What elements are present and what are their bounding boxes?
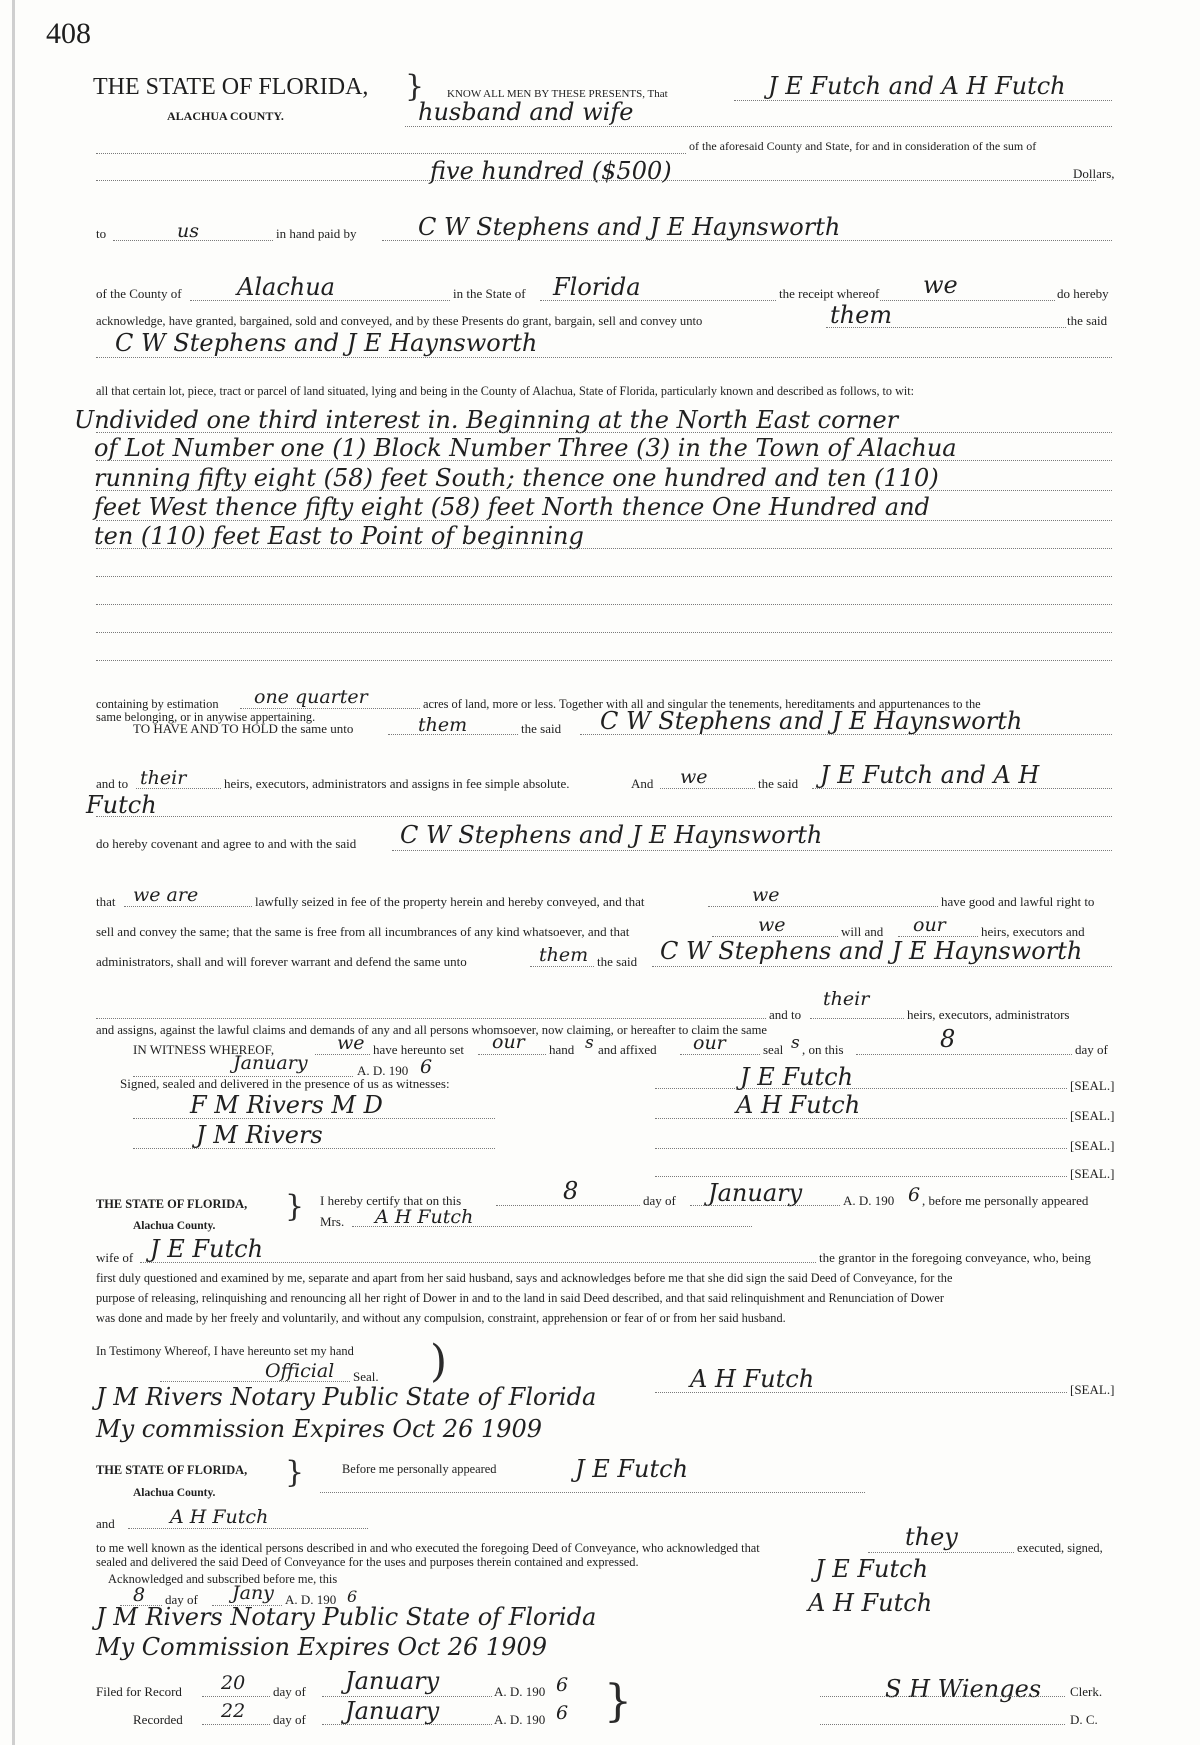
seal-2: [SEAL.]	[1070, 1108, 1115, 1123]
ack1-p1: first duly questioned and examined by me, separate and apart from her said husband, says and acknowledges before me that she did sign the said Deed of Conveyance, for the	[96, 1271, 953, 1285]
line	[202, 1724, 270, 1725]
ack2-day-of: day of	[165, 1592, 198, 1607]
line	[655, 1176, 1067, 1177]
state-handwritten: Florida	[553, 273, 641, 301]
admin-grantees-handwritten: C W Stephens and J E Haynsworth	[660, 937, 1083, 965]
grantees-handwritten: C W Stephens and J E Haynsworth	[418, 213, 841, 241]
ack1-mrs-handwritten: A H Futch	[375, 1206, 474, 1228]
line	[96, 490, 1112, 491]
month-handwritten: January	[233, 1052, 308, 1074]
and-handwritten: we	[680, 766, 708, 788]
line	[652, 966, 1112, 967]
signature-2: A H Futch	[736, 1091, 861, 1119]
admin-handwritten: them	[539, 944, 589, 966]
description-line-5: ten (110) feet East to Point of beginning	[94, 522, 584, 550]
ack1-state: THE STATE OF FLORIDA,	[96, 1197, 248, 1211]
to-label: to	[96, 226, 107, 241]
hand-handwritten: s	[585, 1033, 594, 1053]
ack1-mrs: Mrs.	[320, 1214, 345, 1229]
ack2-brace: }	[285, 1455, 305, 1490]
line	[96, 520, 1112, 521]
line	[580, 734, 1112, 735]
ack1-notary-line-2: My commission Expires Oct 26 1909	[96, 1415, 543, 1443]
ack2-state: THE STATE OF FLORIDA,	[96, 1463, 248, 1477]
record-brace: }	[604, 1676, 632, 1727]
ack2-county: Alachua County.	[133, 1487, 216, 1499]
to-have-handwritten: them	[418, 714, 468, 736]
line	[124, 906, 252, 907]
line	[190, 300, 450, 301]
acknowledge-text: acknowledge, have granted, bargained, sold and conveyed, and by these Presents do grant, bargain, sell and convey unto	[96, 314, 703, 328]
line	[655, 1118, 1067, 1119]
line	[133, 1118, 495, 1119]
signed-text: Signed, sealed and delivered in the presence of us as witnesses:	[120, 1076, 450, 1091]
header-brace: }	[405, 69, 425, 104]
line	[810, 1018, 904, 1019]
filed-ad: A. D. 190	[494, 1684, 546, 1699]
line	[96, 604, 1112, 605]
filed-year-handwritten: 6	[556, 1674, 569, 1696]
unto-handwritten: them	[830, 301, 893, 329]
line	[820, 1696, 1065, 1697]
line	[315, 1054, 370, 1055]
line	[96, 576, 1112, 577]
that-label: that	[96, 894, 116, 909]
line	[868, 1552, 1014, 1553]
to-handwritten: us	[177, 220, 199, 242]
line	[856, 1054, 1072, 1055]
line	[660, 788, 755, 789]
will-and-label: will and	[841, 924, 884, 939]
line	[388, 734, 518, 735]
line	[655, 1148, 1067, 1149]
to-have-grantees-handwritten: C W Stephens and J E Haynsworth	[600, 707, 1023, 735]
line	[320, 1492, 865, 1493]
line	[820, 1724, 1065, 1725]
line	[96, 1018, 766, 1019]
ack2-signature-1: J E Futch	[815, 1555, 929, 1583]
ack2-month-handwritten: Jany	[232, 1582, 274, 1604]
witness-label: IN WITNESS WHEREOF,	[133, 1042, 275, 1057]
line	[136, 788, 221, 789]
assigns-text: and assigns, against the lawful claims and demands of any and all persons whomsoever, now claiming, or hereafter to claim the same	[96, 1023, 767, 1037]
ack1-official-handwritten: Official	[265, 1360, 335, 1382]
line	[96, 816, 1112, 817]
to-have-label: TO HAVE AND TO HOLD the same unto	[133, 721, 354, 736]
year-handwritten: 6	[420, 1056, 433, 1078]
line	[96, 357, 1112, 358]
signature-1: J E Futch	[740, 1063, 854, 1091]
ack1-ad: A. D. 190	[843, 1193, 895, 1208]
same-belonging-text: same belonging, or in anywise appertaining.	[96, 710, 316, 724]
seal-handwritten: s	[791, 1033, 800, 1053]
line	[826, 327, 1066, 328]
filed-month-handwritten: January	[345, 1667, 440, 1695]
line	[96, 153, 686, 154]
and-to-handwritten: their	[140, 767, 187, 789]
seized-handwritten: we	[752, 884, 780, 906]
ack1-seal-label: [SEAL.]	[1070, 1382, 1115, 1397]
witness1-handwritten: F M Rivers M D	[190, 1091, 383, 1119]
page-number: 408	[46, 17, 91, 50]
heirs3-text: heirs, executors, administrators	[907, 1007, 1070, 1022]
line	[113, 240, 273, 241]
description-line-3: running fifty eight (58) feet South; thence one hundred and ten (110)	[94, 464, 939, 492]
witness-handwritten: we	[337, 1032, 365, 1054]
containing-label: containing by estimation	[96, 697, 219, 711]
ack1-county: Alachua County.	[133, 1220, 216, 1232]
grantors-handwritten-2a: J E Futch and A H	[820, 761, 1040, 789]
line	[655, 1088, 1067, 1089]
in-state-label: in the State of	[453, 286, 526, 301]
ack1-grantor: the grantor in the foregoing conveyance, who, being	[819, 1250, 1091, 1265]
good-right-text: have good and lawful right to	[941, 894, 1095, 909]
state-header: THE STATE OF FLORIDA,	[93, 74, 369, 100]
line	[96, 180, 1096, 181]
ack1-p2: purpose of releasing, relinquishing and renouncing all her right of Dower in and to the land in said Deed described, and that said relinquishment and Renunciation of Dower	[96, 1291, 944, 1305]
seal-1: [SEAL.]	[1070, 1078, 1115, 1093]
ack1-before: , before me personally appeared	[922, 1193, 1089, 1208]
grantors-status-handwritten: husband and wife	[418, 98, 634, 126]
ack1-seal-word: Seal.	[353, 1369, 379, 1384]
line	[880, 300, 1055, 301]
ack2-before: Before me personally appeared	[342, 1462, 497, 1476]
line	[96, 460, 1112, 461]
ack1-bracket: )	[430, 1336, 448, 1387]
seized-text: lawfully seized in fee of the property herein and hereby conveyed, and that	[255, 894, 645, 909]
line	[734, 100, 1112, 101]
receipt-handwritten: we	[923, 271, 958, 299]
seal-3: [SEAL.]	[1070, 1138, 1115, 1153]
filed-label: Filed for Record	[96, 1684, 182, 1699]
all-that-text: all that certain lot, piece, tract or parcel of land situated, lying and being in the County of Alachua, State of Florida, particularly known and described as follows, to wit:	[96, 384, 915, 398]
ack1-testimony: In Testimony Whereof, I have hereunto set my hand	[96, 1344, 354, 1358]
witness2-handwritten: J M Rivers	[196, 1121, 323, 1149]
day-handwritten: 8	[940, 1025, 956, 1053]
admin-said-label: the said	[597, 954, 638, 969]
heirs-text: heirs, executors, administrators and assigns in fee simple absolute.	[224, 776, 570, 791]
ack2-ad: A. D. 190	[285, 1592, 337, 1607]
to-have-said-label: the said	[521, 721, 562, 736]
line	[382, 240, 1112, 241]
line	[496, 1205, 640, 1206]
ack1-notary-line-1: J M Rivers Notary Public State of Florida	[96, 1383, 597, 1411]
line	[133, 1148, 495, 1149]
ack2-person2-handwritten: A H Futch	[170, 1506, 269, 1528]
county-handwritten: Alachua	[237, 273, 335, 301]
aforesaid-text: of the aforesaid County and State, for and in consideration of the sum of	[689, 139, 1037, 153]
grantors-handwritten-2b: Futch	[86, 791, 157, 819]
amount-handwritten: five hundred ($500)	[430, 157, 672, 185]
rec-day-of: day of	[273, 1712, 306, 1727]
county-header: ALACHUA COUNTY.	[167, 109, 284, 123]
filed-day-of: day of	[273, 1684, 306, 1699]
line	[392, 850, 1112, 851]
seal-label: seal	[763, 1042, 784, 1057]
affixed-label: and affixed	[598, 1042, 657, 1057]
set-handwritten: our	[492, 1031, 525, 1053]
day-of-label: day of	[1075, 1042, 1108, 1057]
will-handwritten: our	[913, 914, 946, 936]
ack1-month-handwritten: January	[708, 1179, 803, 1207]
ack1-day-handwritten: 8	[563, 1177, 579, 1205]
ack1-year-handwritten: 6	[908, 1184, 921, 1206]
ack2-signature-2: A H Futch	[808, 1589, 933, 1617]
line	[96, 660, 1112, 661]
ack2-notary-line-1: J M Rivers Notary Public State of Florida	[96, 1603, 597, 1631]
grantors-handwritten: J E Futch and A H Futch	[768, 72, 1066, 100]
said2-label: the said	[758, 776, 799, 791]
acres-handwritten: one quarter	[254, 686, 368, 708]
know-all-text: KNOW ALL MEN BY THESE PRESENTS, That	[447, 88, 668, 100]
rec-ad: A. D. 190	[494, 1712, 546, 1727]
filed-day-handwritten: 20	[221, 1672, 246, 1694]
line	[680, 1054, 760, 1055]
recorded-label: Recorded	[133, 1712, 183, 1727]
and-to2-label: and to	[769, 1007, 802, 1022]
description-line-1: Undivided one third interest in. Beginning at the North East corner	[74, 406, 899, 434]
clerk-label: Clerk.	[1070, 1684, 1103, 1699]
line	[405, 126, 1112, 127]
ack2-day-handwritten: 8	[133, 1584, 146, 1606]
line	[708, 906, 938, 907]
paid-by-label: in hand paid by	[276, 226, 357, 241]
ack2-subscribed: Acknowledged and subscribed before me, this	[108, 1572, 338, 1586]
ack1-certify: I hereby certify that on this	[320, 1193, 462, 1208]
description-line-2: of Lot Number one (1) Block Number Three (3) in the Town of Alachua	[94, 434, 957, 462]
rec-month-handwritten: January	[345, 1697, 440, 1725]
sell-text: sell and convey the same; that the same is free from all incumbrances of any kind whatsoever, and that	[96, 924, 630, 939]
line	[140, 1262, 816, 1263]
description-line-4: feet West thence fifty eight (58) feet North thence One Hundred and	[94, 493, 930, 521]
dollars-label: Dollars,	[1073, 166, 1115, 181]
ack2-executed: executed, signed,	[1017, 1541, 1103, 1555]
line	[540, 300, 776, 301]
line	[96, 432, 1112, 433]
line	[352, 1226, 752, 1227]
ack2-they-handwritten: they	[905, 1523, 958, 1551]
receipt-label: the receipt whereof	[779, 286, 880, 301]
sell-handwritten: we	[758, 914, 786, 936]
line	[655, 1392, 1067, 1393]
dc-label: D. C.	[1070, 1712, 1098, 1727]
rec-day-handwritten: 22	[221, 1700, 246, 1722]
affixed-handwritten: our	[693, 1032, 726, 1054]
ack1-wife-handwritten: J E Futch	[150, 1235, 264, 1263]
line	[160, 1381, 350, 1382]
seal-4: [SEAL.]	[1070, 1166, 1115, 1181]
line	[530, 966, 594, 967]
covenant-text: do hereby covenant and agree to and with the said	[96, 836, 357, 851]
clerk-handwritten: S H Wienges	[885, 1675, 1042, 1703]
ack2-known: to me well known as the identical persons described in and who executed the foregoing Deed of Conveyance, who acknowledged that	[96, 1541, 760, 1555]
ad-label: A. D. 190	[357, 1063, 409, 1078]
ack1-signer-handwritten: A H Futch	[690, 1365, 815, 1393]
ack1-day-of: day of	[643, 1193, 676, 1208]
grantees-handwritten-2: C W Stephens and J E Haynsworth	[115, 329, 538, 357]
line	[128, 1528, 368, 1529]
on-this-label: , on this	[802, 1042, 844, 1057]
the-said-label: the said	[1067, 313, 1108, 328]
and-to2-handwritten: their	[823, 988, 870, 1010]
ack2-notary-line-2: My Commission Expires Oct 26 1909	[96, 1633, 547, 1661]
line	[478, 1054, 546, 1055]
ack2-and: and	[96, 1516, 115, 1531]
line	[322, 1724, 492, 1725]
rec-year-handwritten: 6	[556, 1702, 569, 1724]
ack2-year-handwritten: 6	[347, 1587, 358, 1606]
do-hereby-label: do hereby	[1057, 286, 1109, 301]
line	[690, 1205, 840, 1206]
page-edge	[12, 0, 15, 1745]
hand-label: hand	[549, 1042, 575, 1057]
ack1-brace: }	[285, 1189, 305, 1224]
have-hereunto-label: have hereunto set	[373, 1042, 464, 1057]
and-word: And	[631, 776, 654, 791]
of-county-label: of the County of	[96, 286, 182, 301]
ack1-p3: was done and made by her freely and voluntarily, and without any compulsion, constraint, apprehension or fear of or from her said husband.	[96, 1311, 786, 1325]
ack1-wife-of: wife of	[96, 1250, 134, 1265]
covenant-handwritten: C W Stephens and J E Haynsworth	[400, 821, 823, 849]
line	[96, 548, 1112, 549]
heirs2-text: heirs, executors and	[981, 924, 1085, 939]
that-handwritten: we are	[133, 884, 199, 906]
administrators-text: administrators, shall and will forever warrant and defend the same unto	[96, 954, 467, 969]
line	[202, 1696, 270, 1697]
and-to-label: and to	[96, 776, 129, 791]
line	[96, 632, 1112, 633]
ack2-sealed: sealed and delivered the said Deed of Conveyance for the uses and purposes therein contained and expressed.	[96, 1555, 639, 1569]
ack2-person1-handwritten: J E Futch	[575, 1455, 689, 1483]
line	[812, 788, 1112, 789]
acres-text: acres of land, more or less. Together with all and singular the tenements, hereditaments and appurtenances to the	[423, 697, 981, 711]
